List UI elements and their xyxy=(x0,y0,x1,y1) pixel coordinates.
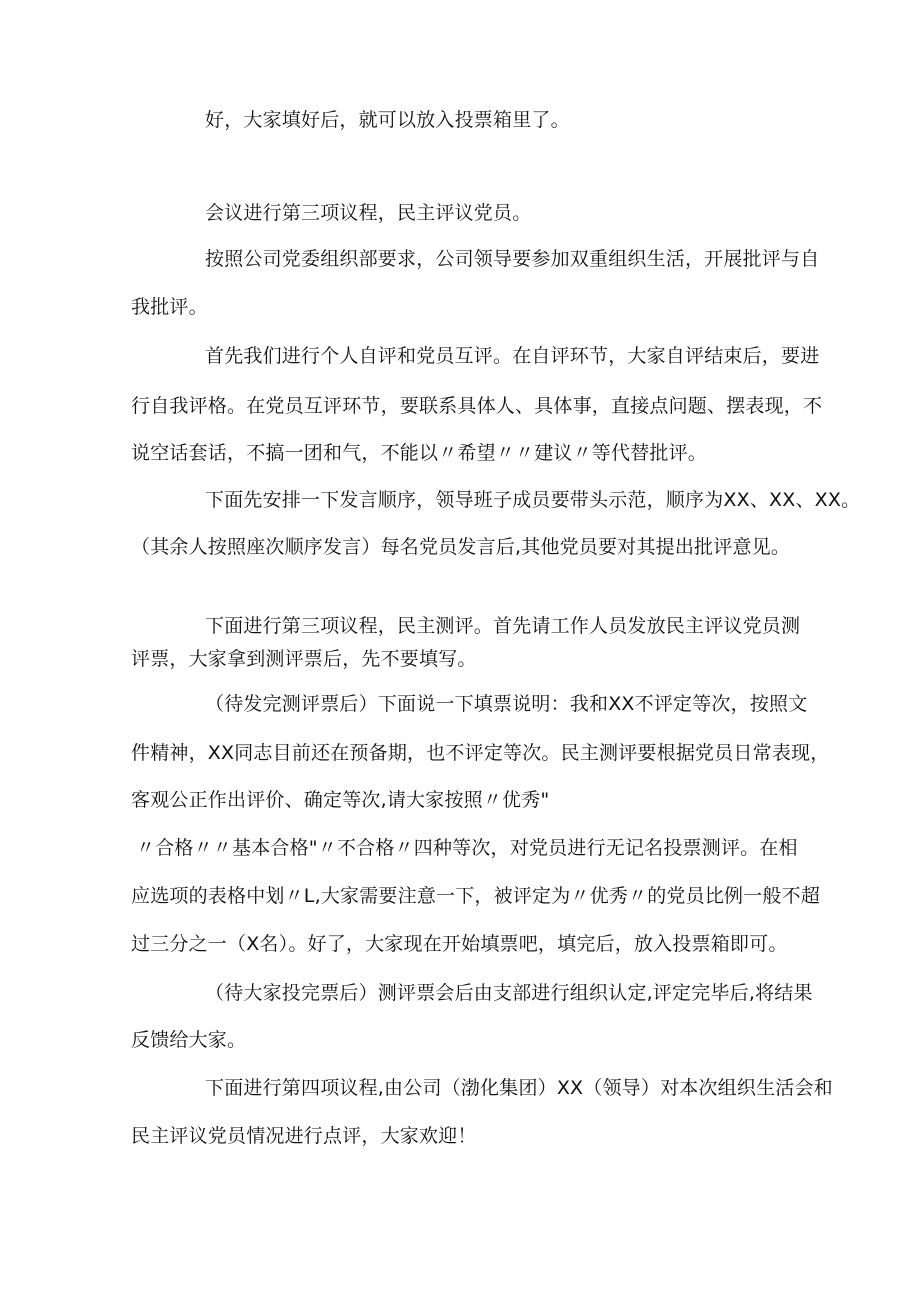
paragraph-line: （待发完测评票后）下面说一下填票说明：我和XX不评定等次，按照文 xyxy=(205,693,808,715)
paragraph-line: 我批评。 xyxy=(131,296,208,318)
paragraph-line: 下面进行第四项议程,由公司（渤化集团）XX（领导）对本次组织生活会和 xyxy=(205,1077,833,1099)
paragraph-line: （其余人按照座次顺序发言）每名党员发言后,其他党员要对其提出批评意见。 xyxy=(131,536,791,558)
paragraph-line: 首先我们进行个人自评和党员互评。在自评环节，大家自评结束后，要进 xyxy=(205,345,820,367)
paragraph-line: 客观公正作出评价、确定等次,请大家按照〃优秀" xyxy=(131,789,550,811)
paragraph-line: 〃合格〃〃基本合格"〃不合格〃四种等次，对党员进行无记名投票测评。在相 xyxy=(136,837,798,859)
paragraph-line: 说空话套话，不搞一团和气，不能以〃希望〃〃建议〃等代替批评。 xyxy=(131,442,708,464)
paragraph-line: 按照公司党委组织部要求，公司领导要参加双重组织生活，开展批评与自 xyxy=(205,248,820,270)
paragraph-line: 好，大家填好后，就可以放入投票箱里了。 xyxy=(205,109,570,131)
paragraph-line: 行自我评格。在党员互评环节，要联系具体人、具体事，直接点问题、摆表现，不 xyxy=(131,395,823,417)
paragraph-line: 下面先安排一下发言顺序，领导班子成员要带头示范，顺序为XX、XX、XX。 xyxy=(205,489,861,511)
paragraph-line: 会议进行第三项议程，民主评议党员。 xyxy=(205,202,532,224)
paragraph-line: 过三分之一（X名）。好了，大家现在开始填票吧，填完后，放入投票箱即可。 xyxy=(131,933,788,955)
paragraph-line: （待大家投完票后）测评票会后由支部进行组织认定,评定完毕后,将结果 xyxy=(205,982,813,1004)
paragraph-line: 下面进行第三项议程，民主测评。首先请工作人员发放民主评议党员测 xyxy=(205,615,801,637)
paragraph-line: 民主评议党员情况进行点评，大家欢迎！ xyxy=(131,1125,477,1147)
paragraph-line: 评票，大家拿到测评票后，先不要填写。 xyxy=(131,648,477,670)
paragraph-line: 应选项的表格中划〃L,大家需要注意一下，被评定为〃优秀〃的党员比例一般不超 xyxy=(131,885,821,907)
paragraph-line: 件精神，XX同志目前还在预备期，也不评定等次。民主测评要根据党员日常表现， xyxy=(131,742,830,764)
paragraph-line: 反馈给大家。 xyxy=(131,1029,247,1051)
